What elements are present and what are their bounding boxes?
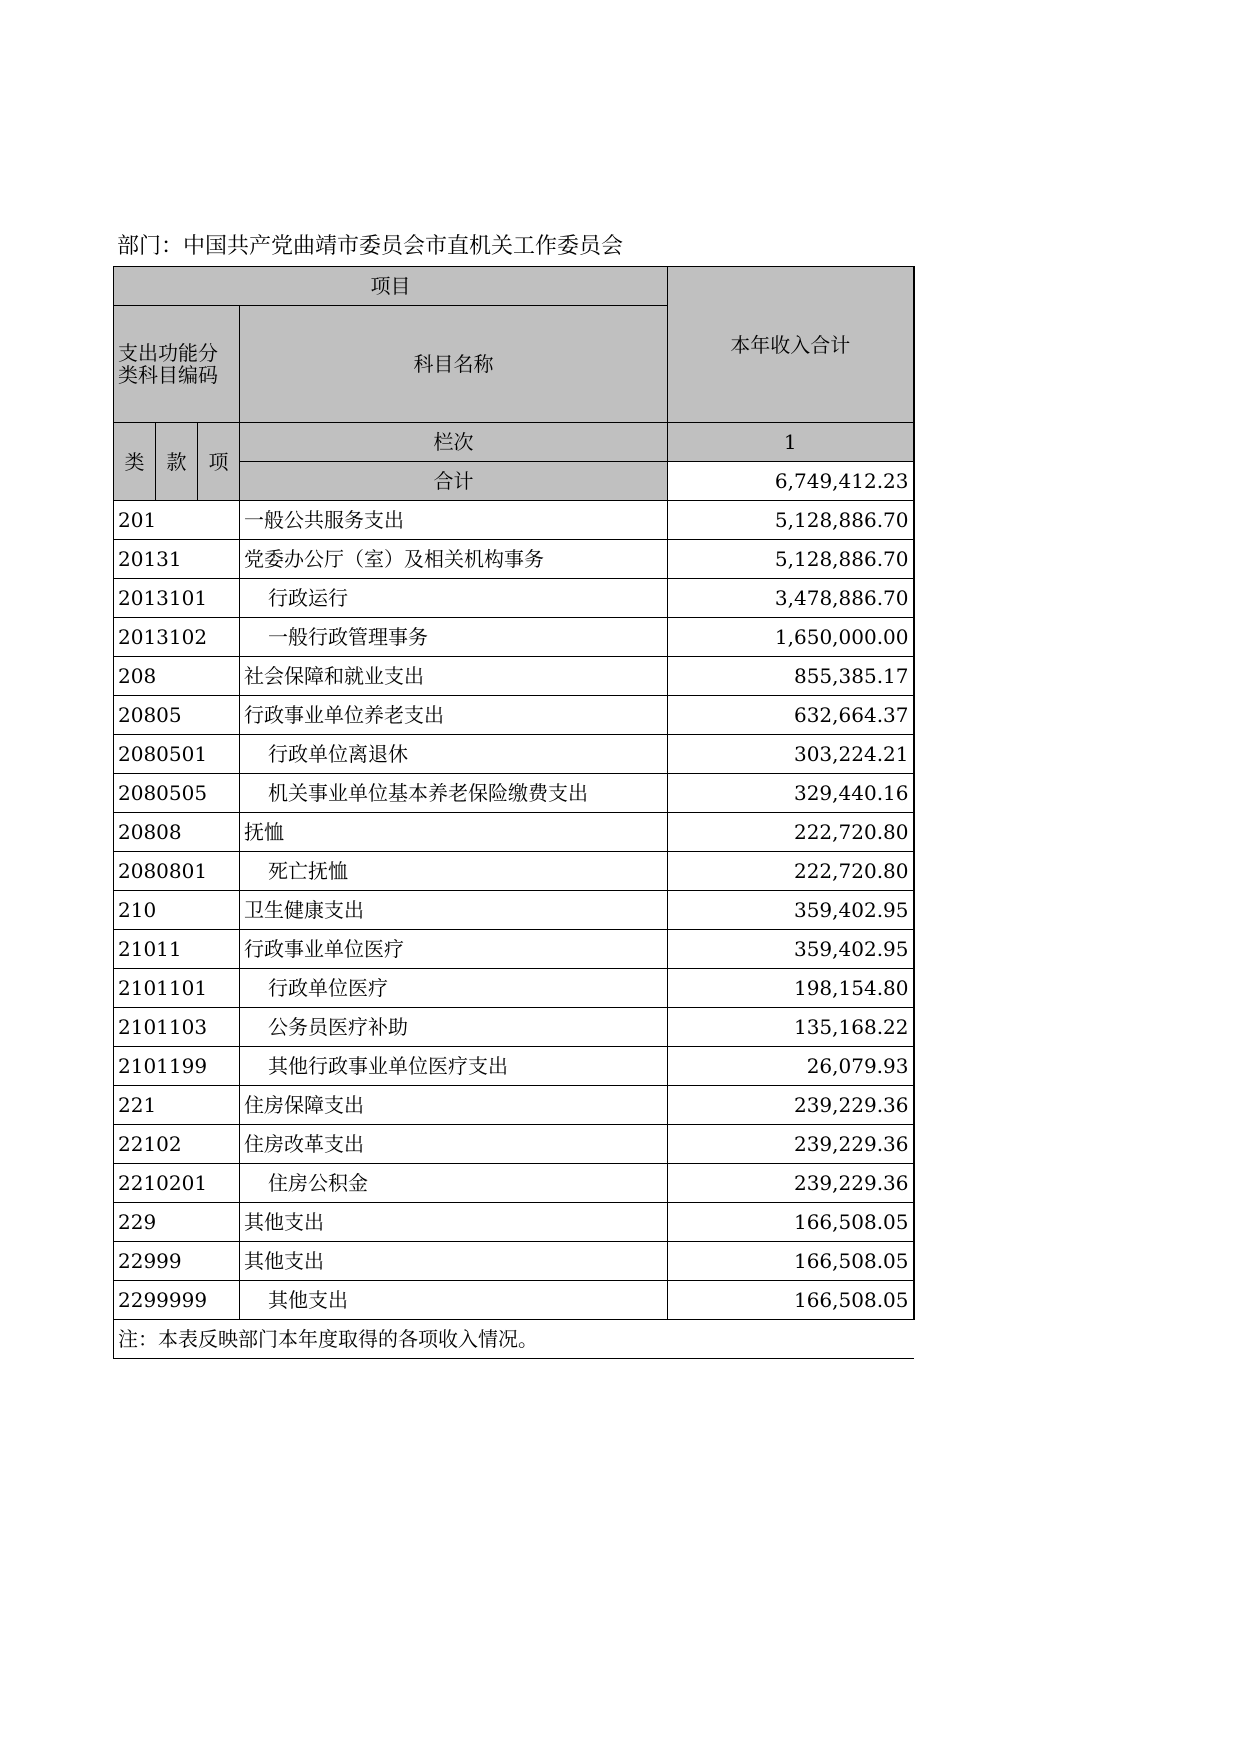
table-row <box>114 735 914 774</box>
sum-label: 合计 <box>240 462 668 501</box>
row-subject-name: 行政事业单位养老支出 <box>240 696 668 735</box>
table-row <box>114 852 914 891</box>
row-code: 229 <box>114 1203 240 1242</box>
kuan-header: 款 <box>156 423 198 501</box>
table-row <box>114 774 914 813</box>
row-subject-name: 行政事业单位医疗 <box>240 930 668 969</box>
row-subject-name: 其他行政事业单位医疗支出 <box>240 1047 668 1086</box>
project-header: 项目 <box>114 267 668 306</box>
column-no-label: 栏次 <box>240 423 668 462</box>
row-subject-name: 住房公积金 <box>240 1164 668 1203</box>
lei-header: 类 <box>114 423 156 501</box>
subject-name-header: 科目名称 <box>240 306 668 423</box>
row-subject-name: 行政单位离退休 <box>240 735 668 774</box>
row-amount: 198,154.80 <box>668 969 914 1008</box>
row-amount: 3,478,886.70 <box>668 579 914 618</box>
row-subject-name: 机关事业单位基本养老保险缴费支出 <box>240 774 668 813</box>
row-subject-name: 社会保障和就业支出 <box>240 657 668 696</box>
table-row <box>114 1008 914 1047</box>
department-title: 部门：中国共产党曲靖市委员会市直机关工作委员会 <box>117 234 624 259</box>
xiang-header: 项 <box>198 423 240 501</box>
row-amount: 222,720.80 <box>668 813 914 852</box>
row-code: 2080505 <box>114 774 240 813</box>
row-amount: 329,440.16 <box>668 774 914 813</box>
row-amount: 303,224.21 <box>668 735 914 774</box>
table-row <box>114 579 914 618</box>
row-amount: 222,720.80 <box>668 852 914 891</box>
row-code: 20805 <box>114 696 240 735</box>
column-no: 1 <box>668 423 914 462</box>
row-amount: 239,229.36 <box>668 1125 914 1164</box>
table-row <box>114 969 914 1008</box>
table-row <box>114 1281 914 1320</box>
row-subject-name: 行政运行 <box>240 579 668 618</box>
row-amount: 359,402.95 <box>668 891 914 930</box>
row-amount: 166,508.05 <box>668 1281 914 1320</box>
table-row <box>114 1047 914 1086</box>
function-code-header: 支出功能分类科目编码 <box>114 306 240 423</box>
row-amount: 1,650,000.00 <box>668 618 914 657</box>
table-row <box>114 1242 914 1281</box>
row-code: 208 <box>114 657 240 696</box>
row-amount: 5,128,886.70 <box>668 540 914 579</box>
row-code: 2101199 <box>114 1047 240 1086</box>
row-code: 22102 <box>114 1125 240 1164</box>
row-subject-name: 行政单位医疗 <box>240 969 668 1008</box>
row-subject-name: 死亡抚恤 <box>240 852 668 891</box>
row-code: 22999 <box>114 1242 240 1281</box>
table-row <box>114 501 914 540</box>
table-row <box>114 1164 914 1203</box>
sum-value: 6,749,412.23 <box>668 462 914 501</box>
table-row <box>114 618 914 657</box>
row-code: 20131 <box>114 540 240 579</box>
row-code: 2101101 <box>114 969 240 1008</box>
table-row <box>114 1125 914 1164</box>
row-code: 2080501 <box>114 735 240 774</box>
row-subject-name: 住房改革支出 <box>240 1125 668 1164</box>
table-row <box>114 930 914 969</box>
row-subject-name: 住房保障支出 <box>240 1086 668 1125</box>
row-code: 221 <box>114 1086 240 1125</box>
row-amount: 166,508.05 <box>668 1203 914 1242</box>
row-code: 2013101 <box>114 579 240 618</box>
row-code: 21011 <box>114 930 240 969</box>
row-code: 2101103 <box>114 1008 240 1047</box>
table-row <box>114 1203 914 1242</box>
row-code: 201 <box>114 501 240 540</box>
row-amount: 359,402.95 <box>668 930 914 969</box>
table-row <box>114 891 914 930</box>
table-row <box>114 657 914 696</box>
row-amount: 855,385.17 <box>668 657 914 696</box>
row-subject-name: 党委办公厅（室）及相关机构事务 <box>240 540 668 579</box>
row-code: 210 <box>114 891 240 930</box>
row-subject-name: 公务员医疗补助 <box>240 1008 668 1047</box>
income-table <box>113 266 915 1359</box>
row-amount: 166,508.05 <box>668 1242 914 1281</box>
row-code: 2210201 <box>114 1164 240 1203</box>
row-amount: 26,079.93 <box>668 1047 914 1086</box>
row-subject-name: 一般公共服务支出 <box>240 501 668 540</box>
row-subject-name: 其他支出 <box>240 1281 668 1320</box>
row-amount: 632,664.37 <box>668 696 914 735</box>
row-subject-name: 其他支出 <box>240 1203 668 1242</box>
table-note: 注：本表反映部门本年度取得的各项收入情况。 <box>114 1320 914 1359</box>
row-subject-name: 一般行政管理事务 <box>240 618 668 657</box>
row-code: 2080801 <box>114 852 240 891</box>
row-code: 2299999 <box>114 1281 240 1320</box>
total-income-header: 本年收入合计 <box>668 267 914 423</box>
row-code: 2013102 <box>114 618 240 657</box>
row-subject-name: 其他支出 <box>240 1242 668 1281</box>
row-amount: 239,229.36 <box>668 1086 914 1125</box>
table-row <box>114 696 914 735</box>
table-row <box>114 1086 914 1125</box>
row-amount: 135,168.22 <box>668 1008 914 1047</box>
table-row <box>114 540 914 579</box>
table-row <box>114 813 914 852</box>
row-code: 20808 <box>114 813 240 852</box>
row-amount: 239,229.36 <box>668 1164 914 1203</box>
row-subject-name: 抚恤 <box>240 813 668 852</box>
row-subject-name: 卫生健康支出 <box>240 891 668 930</box>
row-amount: 5,128,886.70 <box>668 501 914 540</box>
